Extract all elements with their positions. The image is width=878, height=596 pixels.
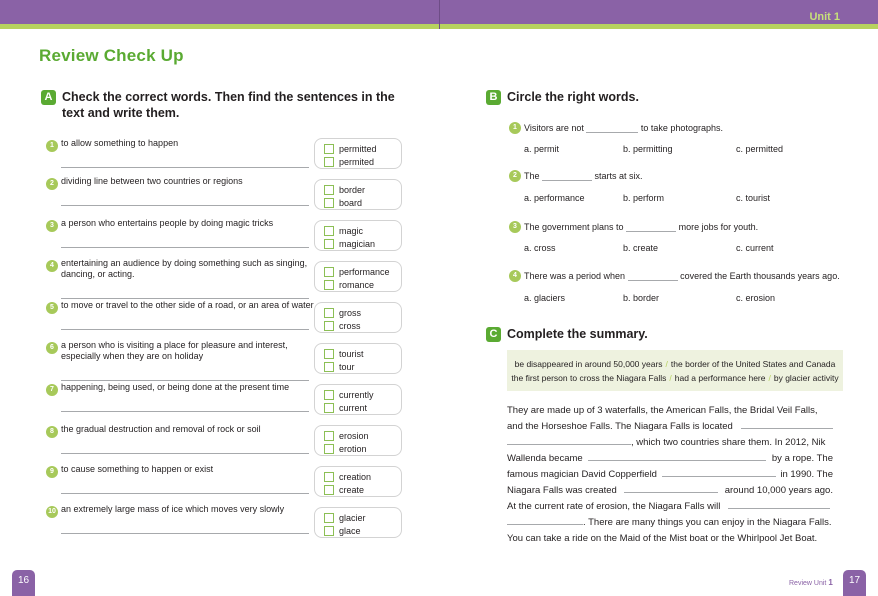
choice-label: tourist <box>339 348 364 359</box>
item-definition <box>61 464 316 475</box>
checkbox[interactable] <box>324 526 334 536</box>
word-box <box>507 350 843 391</box>
choice-label: glacier <box>339 512 366 523</box>
question-stem <box>524 123 723 133</box>
choice-box <box>314 507 402 538</box>
checkbox[interactable] <box>324 390 334 400</box>
question-text: The <box>524 171 540 181</box>
question-stem <box>524 171 643 181</box>
answer-blank[interactable] <box>586 123 638 133</box>
choice-box <box>314 261 402 292</box>
choice-label: border <box>339 184 366 195</box>
choice-box <box>314 466 402 497</box>
summary-text: You can take a ride on the Maid of the Mist boat or the Whirlpool Jet Boat. <box>507 533 818 544</box>
item-definition-line: dividing line between two countries or regions <box>61 176 243 186</box>
footer-label-text: Review Unit <box>789 580 827 587</box>
choice-option[interactable] <box>324 484 364 495</box>
checkbox[interactable] <box>324 321 334 331</box>
answer-write-line[interactable] <box>61 380 309 381</box>
choice-label: current <box>339 402 368 413</box>
choice-option[interactable] <box>324 471 371 482</box>
summary-line <box>507 403 833 419</box>
checkbox[interactable] <box>324 349 334 359</box>
answer-write-line[interactable] <box>61 298 309 299</box>
summary-line <box>507 419 833 435</box>
section-c-letter: C <box>486 327 501 342</box>
item-definition <box>61 138 316 149</box>
choice-label: currently <box>339 389 374 400</box>
item-number: 8 <box>46 426 58 438</box>
answer-blank[interactable] <box>588 451 766 461</box>
summary-text: They are made up of 3 waterfalls, the American Falls, the Bridal Veil Falls, <box>507 405 818 416</box>
answer-write-line[interactable] <box>61 533 309 534</box>
item-definition <box>61 218 316 229</box>
choice-box <box>314 179 402 210</box>
checkbox[interactable] <box>324 185 334 195</box>
section-c-header <box>486 326 648 342</box>
word-box-phrase: be disappeared in around 50,000 years <box>514 359 663 369</box>
answer-option-c[interactable]: c. tourist <box>736 193 771 203</box>
item-number: 9 <box>46 466 58 478</box>
summary-line <box>507 531 833 547</box>
word-box-phrase: by glacier activity <box>773 373 839 383</box>
choice-label: tour <box>339 361 355 372</box>
question-number: 3 <box>509 221 521 233</box>
answer-blank[interactable] <box>628 271 678 281</box>
choice-option[interactable] <box>324 389 374 400</box>
summary-line <box>507 451 833 467</box>
item-definition-line: dancing, or acting. <box>61 269 135 279</box>
choice-label: romance <box>339 279 375 290</box>
answer-write-line[interactable] <box>61 247 309 248</box>
choice-box <box>314 138 402 169</box>
answer-option-c[interactable]: c. current <box>736 243 774 253</box>
question-text: The government plans to <box>524 222 624 232</box>
choice-box <box>314 343 402 374</box>
checkbox[interactable] <box>324 485 334 495</box>
summary-text: and the Horseshoe Falls. The Niagara Falls is located <box>507 421 733 432</box>
question-number: 2 <box>509 170 521 182</box>
answer-blank[interactable] <box>741 419 833 429</box>
question-number: 4 <box>509 270 521 282</box>
checkbox[interactable] <box>324 144 334 154</box>
page-number-left: 16 <box>12 570 35 596</box>
summary-text: , which two countries share them. In 2012, Nik <box>631 437 826 448</box>
checkbox[interactable] <box>324 226 334 236</box>
choice-label: glace <box>339 525 361 536</box>
choice-option[interactable] <box>324 320 361 331</box>
item-definition-line: happening, being used, or being done at the present time <box>61 382 290 392</box>
item-definition-line: to allow something to happen <box>61 138 179 148</box>
summary-line <box>507 515 833 531</box>
item-definition <box>61 176 316 187</box>
item-definition <box>61 340 316 362</box>
checkbox[interactable] <box>324 444 334 454</box>
answer-option-b[interactable]: b. perform <box>623 193 665 203</box>
choice-option[interactable] <box>324 348 364 359</box>
footer-label <box>789 578 833 587</box>
checkbox[interactable] <box>324 431 334 441</box>
choice-option[interactable] <box>324 184 365 195</box>
choice-label: cross <box>339 320 361 331</box>
answer-option-b[interactable]: b. create <box>623 243 659 253</box>
choice-option[interactable] <box>324 512 366 523</box>
question-text: starts at six. <box>594 171 643 181</box>
choice-label: magician <box>339 238 376 249</box>
word-box-line2 <box>507 373 843 383</box>
choice-option[interactable] <box>324 430 369 441</box>
summary-text: by a rope. The <box>771 453 833 464</box>
item-definition <box>61 504 316 515</box>
section-a-header <box>41 89 421 121</box>
answer-blank[interactable] <box>728 499 830 509</box>
section-a-letter: A <box>41 90 56 105</box>
summary-text: Wallenda became <box>507 453 583 464</box>
choice-label: permited <box>339 156 375 167</box>
answer-blank[interactable] <box>542 171 592 181</box>
item-definition-line: the gradual destruction and removal of rock or soil <box>61 424 261 434</box>
answer-blank[interactable] <box>626 222 676 232</box>
word-box-separator: / <box>768 373 771 383</box>
choice-option[interactable] <box>324 197 362 208</box>
checkbox[interactable] <box>324 472 334 482</box>
choice-option[interactable] <box>324 402 367 413</box>
summary-line <box>507 483 833 499</box>
summary-text: around 10,000 years ago. <box>724 485 833 496</box>
answer-option-a[interactable]: a. performance <box>524 193 585 203</box>
item-definition <box>61 258 316 280</box>
item-definition-line: to move or travel to the other side of a road, or an area of water <box>61 300 314 310</box>
answer-blank[interactable] <box>507 435 631 445</box>
choice-option[interactable] <box>324 238 375 249</box>
choice-label: create <box>339 484 365 495</box>
page-number-right: 17 <box>843 570 866 596</box>
choice-option[interactable] <box>324 443 367 454</box>
item-number: 6 <box>46 342 58 354</box>
question-stem <box>524 271 840 281</box>
choice-option[interactable] <box>324 361 355 372</box>
item-definition-line: to cause something to happen or exist <box>61 464 214 474</box>
section-b-header <box>486 89 639 105</box>
summary-text: . There are many things you can enjoy in the Niagara Falls. <box>583 517 832 528</box>
unit-tag: Unit 1 <box>809 11 840 23</box>
summary-text: At the current rate of erosion, the Niagara Falls will <box>507 501 721 512</box>
question-text: covered the Earth thousands years ago. <box>680 271 840 281</box>
item-number: 7 <box>46 384 58 396</box>
summary-text: Niagara Falls was created <box>507 485 617 496</box>
item-number: 1 <box>46 140 58 152</box>
choice-option[interactable] <box>324 307 361 318</box>
item-definition-line: especially when they are on holiday <box>61 351 204 361</box>
choice-box <box>314 220 402 251</box>
answer-write-line[interactable] <box>61 329 309 330</box>
choice-box <box>314 425 402 456</box>
section-a-instruction-line1: Check the correct words. Then find the sentences in the <box>62 90 395 104</box>
word-box-separator: / <box>665 359 668 369</box>
answer-blank[interactable] <box>507 515 583 525</box>
section-a-instruction <box>62 89 395 121</box>
answer-option-b[interactable]: b. border <box>623 293 660 303</box>
answer-option-c[interactable]: c. erosion <box>736 293 776 303</box>
choice-label: creation <box>339 471 372 482</box>
word-box-phrase: the first person to cross the Niagara Falls <box>511 373 667 383</box>
answer-option-a[interactable]: a. permit <box>524 144 560 154</box>
item-definition-line: a person who entertains people by doing magic tricks <box>61 218 274 228</box>
choice-label: magic <box>339 225 364 236</box>
item-number: 5 <box>46 302 58 314</box>
question-number: 1 <box>509 122 521 134</box>
checkbox[interactable] <box>324 308 334 318</box>
choice-box <box>314 302 402 333</box>
question-text: to take photographs. <box>640 123 723 133</box>
answer-write-line[interactable] <box>61 167 309 168</box>
summary-line <box>507 435 833 451</box>
item-definition-line: a person who is visiting a place for pleasure and interest, <box>61 340 288 350</box>
choice-option[interactable] <box>324 143 377 154</box>
word-box-phrase: the border of the United States and Canada <box>670 359 836 369</box>
question-text: Visitors are not <box>524 123 584 133</box>
word-box-separator: / <box>669 373 672 383</box>
checkbox[interactable] <box>324 403 334 413</box>
choice-option[interactable] <box>324 525 361 536</box>
choice-label: board <box>339 197 363 208</box>
answer-option-a[interactable]: a. cross <box>524 243 556 253</box>
item-definition <box>61 382 316 393</box>
answer-write-line[interactable] <box>61 493 309 494</box>
summary-line <box>507 467 833 483</box>
answer-blank[interactable] <box>624 483 718 493</box>
checkbox[interactable] <box>324 157 334 167</box>
question-text: There was a period when <box>524 271 626 281</box>
item-number: 4 <box>46 260 58 272</box>
summary-text: famous magician David Copperfield <box>507 469 657 480</box>
footer-label-number: 1 <box>828 578 833 587</box>
answer-write-line[interactable] <box>61 453 309 454</box>
choice-label: erotion <box>339 443 367 454</box>
choice-option[interactable] <box>324 279 374 290</box>
answer-option-a[interactable]: a. glaciers <box>524 293 566 303</box>
choice-label: performance <box>339 266 390 277</box>
answer-write-line[interactable] <box>61 411 309 412</box>
choice-option[interactable] <box>324 266 390 277</box>
choice-box <box>314 384 402 415</box>
page-spine <box>439 0 440 29</box>
choice-label: erosion <box>339 430 369 441</box>
item-number: 3 <box>46 220 58 232</box>
answer-blank[interactable] <box>662 467 776 477</box>
question-text: more jobs for youth. <box>678 222 759 232</box>
checkbox[interactable] <box>324 280 334 290</box>
checkbox[interactable] <box>324 267 334 277</box>
checkbox[interactable] <box>324 198 334 208</box>
checkbox[interactable] <box>324 239 334 249</box>
word-box-phrase: had a performance here <box>674 373 766 383</box>
summary-text: in 1990. The <box>780 469 833 480</box>
page-title: Review Check Up <box>39 46 184 65</box>
answer-option-b[interactable]: b. permitting <box>623 144 673 154</box>
item-definition-line: entertaining an audience by doing something such as singing, <box>61 258 308 268</box>
choice-label: permitted <box>339 143 377 154</box>
item-number: 10 <box>46 506 58 518</box>
word-box-line1 <box>507 359 843 369</box>
section-c-instruction: Complete the summary. <box>507 327 648 341</box>
choice-label: gross <box>339 307 362 318</box>
answer-write-line[interactable] <box>61 205 309 206</box>
section-b-instruction: Circle the right words. <box>507 90 639 104</box>
summary-line <box>507 499 833 515</box>
question-stem <box>524 222 758 232</box>
checkbox[interactable] <box>324 513 334 523</box>
item-number: 2 <box>46 178 58 190</box>
choice-option[interactable] <box>324 225 363 236</box>
answer-option-c[interactable]: c. permitted <box>736 144 784 154</box>
section-b-letter: B <box>486 90 501 105</box>
checkbox[interactable] <box>324 362 334 372</box>
section-a-instruction-line2: text and write them. <box>62 106 180 120</box>
item-definition-line: an extremely large mass of ice which moves very slowly <box>61 504 285 514</box>
item-definition <box>61 300 316 311</box>
item-definition <box>61 424 316 435</box>
choice-option[interactable] <box>324 156 374 167</box>
